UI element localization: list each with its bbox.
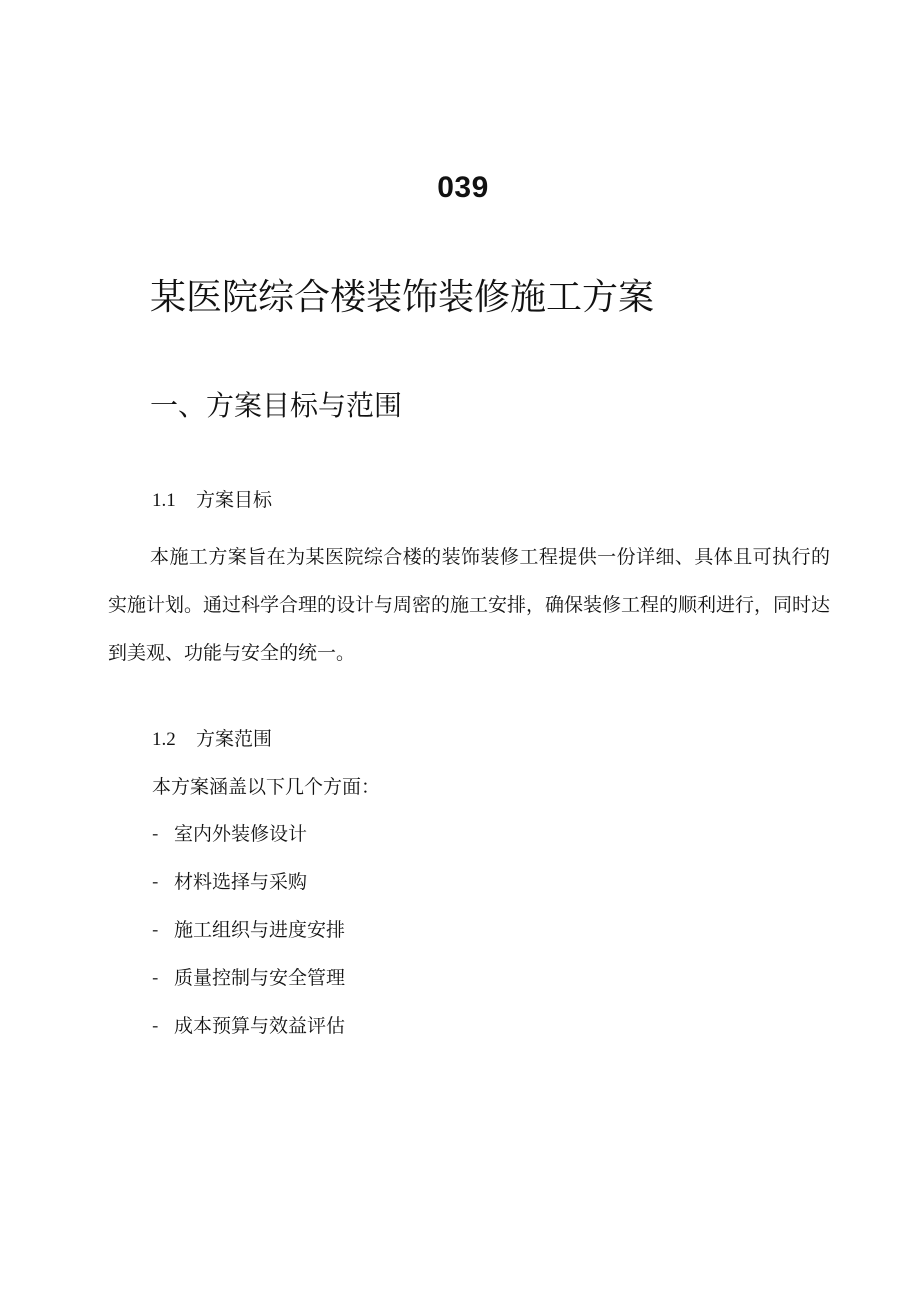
list-item <box>152 1013 345 1061</box>
bullet-dash: - <box>152 823 159 845</box>
list-item-text: 成本预算与效益评估 <box>174 1015 346 1037</box>
subsection-number: 1.1 <box>152 490 176 511</box>
list-item-text: 室内外装修设计 <box>174 823 308 845</box>
document-number: 039 <box>437 171 489 204</box>
bullet-dash: - <box>152 919 159 941</box>
goal-paragraph: 本施工方案旨在为某医院综合楼的装饰装修工程提供一份详细、具体且可执行的实施计划。通过科学合理的设计与周密的施工安排，确保装修工程的顺利进行，同时达到美观、功能与安全的统一。 <box>108 546 831 664</box>
subsection-title: 方案范围 <box>196 728 273 750</box>
list-item <box>152 965 345 1013</box>
bullet-dash: - <box>152 871 159 893</box>
document-title: 某医院综合楼装饰装修施工方案 <box>150 277 655 318</box>
list-item <box>152 821 345 869</box>
list-item-text: 施工组织与进度安排 <box>174 919 346 941</box>
subsection-heading-goal <box>152 487 272 514</box>
scope-list <box>152 821 345 1061</box>
scope-intro: 本方案涵盖以下几个方面： <box>152 776 381 798</box>
subsection-number: 1.2 <box>152 729 176 750</box>
section-heading: 一、方案目标与范围 <box>150 389 403 422</box>
bullet-dash: - <box>152 967 159 989</box>
subsection-heading-scope <box>152 726 272 753</box>
bullet-dash: - <box>152 1015 159 1037</box>
list-item <box>152 869 345 917</box>
list-item <box>152 917 345 965</box>
list-item-text: 材料选择与采购 <box>174 871 308 893</box>
subsection-title: 方案目标 <box>196 489 273 511</box>
list-item-text: 质量控制与安全管理 <box>174 967 346 989</box>
